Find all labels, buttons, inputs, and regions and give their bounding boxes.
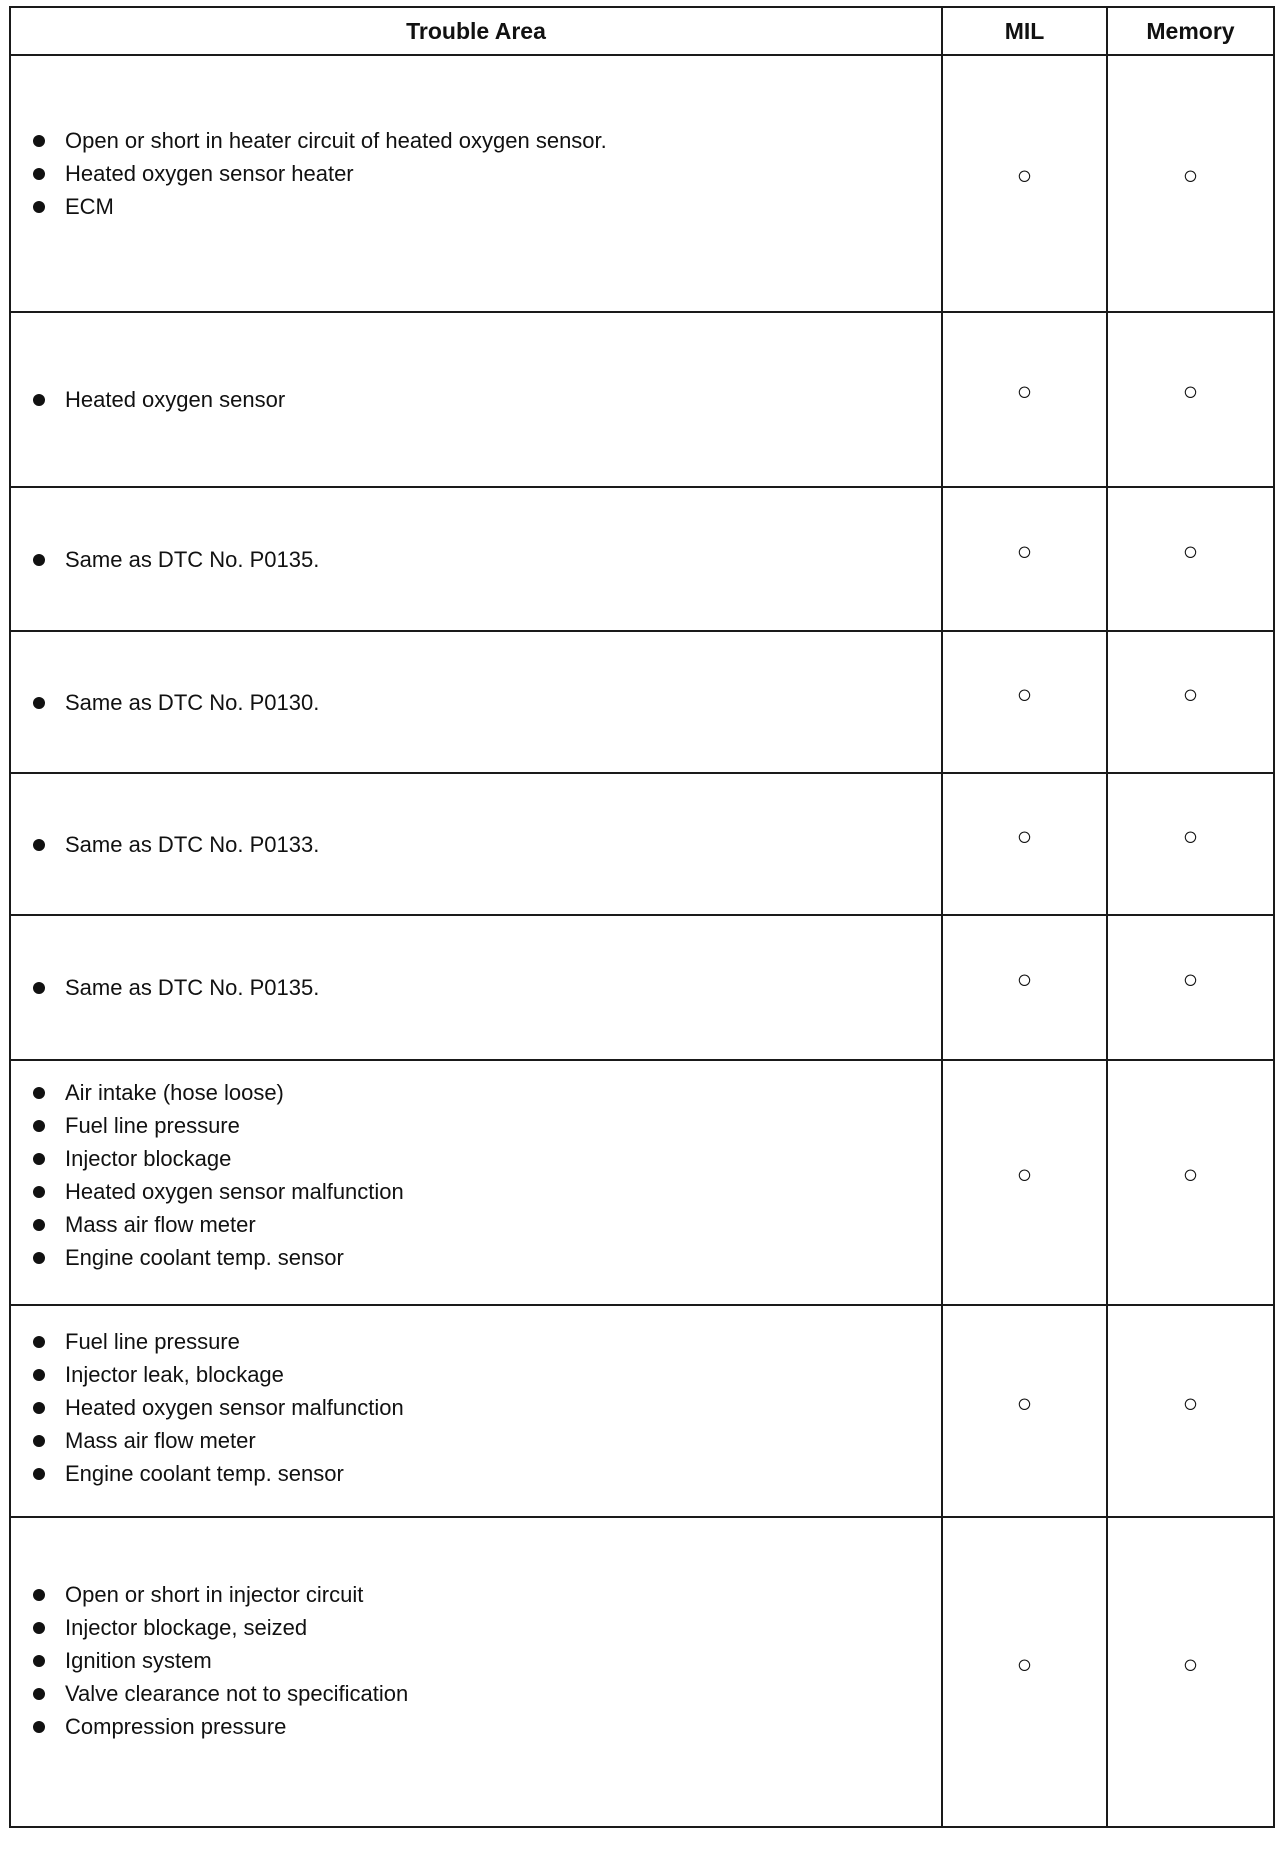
mil-circle-icon: ○ — [1016, 1159, 1033, 1189]
trouble-item: Injector blockage, seized — [33, 1611, 941, 1644]
trouble-item: Same as DTC No. P0135. — [33, 543, 941, 576]
table-row — [10, 915, 1274, 1060]
trouble-item: ECM — [33, 190, 941, 223]
trouble-area-cell — [10, 1517, 942, 1827]
memory-cell — [1107, 312, 1274, 487]
trouble-item: Mass air flow meter — [33, 1424, 941, 1457]
trouble-item-list — [11, 124, 941, 223]
trouble-item: Same as DTC No. P0135. — [33, 971, 941, 1004]
table-row — [10, 1517, 1274, 1827]
memory-circle-icon: ○ — [1182, 1387, 1199, 1418]
trouble-item-list — [11, 828, 941, 861]
trouble-item: Engine coolant temp. sensor — [33, 1241, 941, 1274]
trouble-item: Heated oxygen sensor — [33, 383, 941, 416]
mil-cell — [942, 487, 1107, 631]
trouble-item: Engine coolant temp. sensor — [33, 1457, 941, 1490]
trouble-area-cell — [10, 55, 942, 312]
header-mil: MIL — [942, 7, 1107, 55]
trouble-item: Open or short in injector circuit — [33, 1578, 941, 1611]
trouble-item: Injector blockage — [33, 1142, 941, 1175]
memory-circle-icon: ○ — [1182, 678, 1199, 709]
trouble-item: Ignition system — [33, 1644, 941, 1677]
trouble-item-list — [11, 686, 941, 719]
memory-circle-icon: ○ — [1182, 820, 1199, 851]
trouble-area-table — [9, 6, 1275, 1828]
trouble-area-cell — [10, 773, 942, 915]
mil-circle-icon: ○ — [1016, 535, 1033, 566]
table-body — [10, 55, 1274, 1827]
trouble-area-cell — [10, 487, 942, 631]
trouble-item: Air intake (hose loose) — [33, 1076, 941, 1109]
header-trouble-area: Trouble Area — [10, 7, 942, 55]
table-row — [10, 773, 1274, 915]
mil-circle-icon: ○ — [1016, 678, 1033, 709]
memory-circle-icon: ○ — [1182, 376, 1199, 406]
trouble-item: Injector leak, blockage — [33, 1358, 941, 1391]
header-memory: Memory — [1107, 7, 1274, 55]
trouble-item: Heated oxygen sensor malfunction — [33, 1175, 941, 1208]
memory-circle-icon: ○ — [1182, 964, 1199, 994]
mil-cell — [942, 1305, 1107, 1517]
trouble-area-cell — [10, 915, 942, 1060]
memory-cell — [1107, 773, 1274, 915]
memory-cell — [1107, 55, 1274, 312]
mil-cell — [942, 1060, 1107, 1305]
memory-cell — [1107, 1517, 1274, 1827]
memory-cell — [1107, 915, 1274, 1060]
mil-circle-icon: ○ — [1016, 376, 1033, 406]
mil-cell — [942, 312, 1107, 487]
trouble-item: Mass air flow meter — [33, 1208, 941, 1241]
trouble-item: Heated oxygen sensor malfunction — [33, 1391, 941, 1424]
memory-cell — [1107, 1305, 1274, 1517]
trouble-item: Valve clearance not to specification — [33, 1677, 941, 1710]
trouble-item: Open or short in heater circuit of heated oxygen sensor. — [33, 124, 941, 157]
mil-circle-icon: ○ — [1016, 964, 1033, 994]
mil-circle-icon: ○ — [1016, 1387, 1033, 1418]
trouble-area-cell — [10, 1060, 942, 1305]
memory-circle-icon: ○ — [1182, 1159, 1199, 1189]
trouble-item-list — [11, 543, 941, 576]
trouble-item: Fuel line pressure — [33, 1325, 941, 1358]
memory-circle-icon: ○ — [1182, 160, 1199, 190]
mil-cell — [942, 773, 1107, 915]
mil-circle-icon: ○ — [1016, 1648, 1033, 1679]
trouble-area-cell — [10, 631, 942, 773]
memory-cell — [1107, 631, 1274, 773]
mil-cell — [942, 1517, 1107, 1827]
trouble-item: Same as DTC No. P0130. — [33, 686, 941, 719]
table-row — [10, 1060, 1274, 1305]
table-row — [10, 487, 1274, 631]
trouble-item: Heated oxygen sensor heater — [33, 157, 941, 190]
mil-cell — [942, 915, 1107, 1060]
mil-circle-icon: ○ — [1016, 820, 1033, 851]
memory-cell — [1107, 1060, 1274, 1305]
table-row — [10, 55, 1274, 312]
memory-circle-icon: ○ — [1182, 535, 1199, 566]
memory-cell — [1107, 487, 1274, 631]
memory-circle-icon: ○ — [1182, 1648, 1199, 1679]
trouble-item: Same as DTC No. P0133. — [33, 828, 941, 861]
trouble-item: Fuel line pressure — [33, 1109, 941, 1142]
mil-cell — [942, 55, 1107, 312]
trouble-area-cell — [10, 312, 942, 487]
trouble-item-list — [11, 1578, 941, 1743]
trouble-item-list — [11, 383, 941, 416]
trouble-item-list — [11, 1076, 941, 1274]
trouble-area-cell — [10, 1305, 942, 1517]
trouble-item-list — [11, 1325, 941, 1490]
document-page — [9, 6, 1273, 1849]
table-header-row — [10, 7, 1274, 55]
mil-cell — [942, 631, 1107, 773]
trouble-item: Compression pressure — [33, 1710, 941, 1743]
table-row — [10, 312, 1274, 487]
trouble-item-list — [11, 971, 941, 1004]
mil-circle-icon: ○ — [1016, 160, 1033, 190]
table-row — [10, 1305, 1274, 1517]
table-row — [10, 631, 1274, 773]
